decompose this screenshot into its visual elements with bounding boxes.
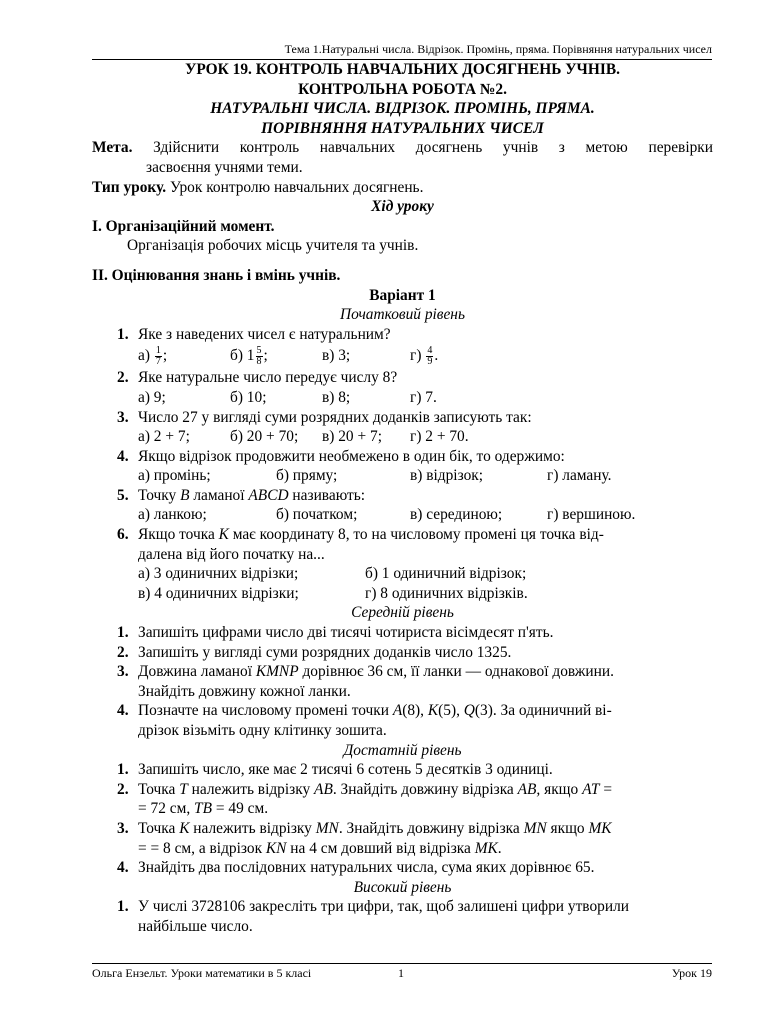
question-text: Яке з наведених чисел є натуральним? xyxy=(138,325,391,343)
option-b-label: б) 1 xyxy=(230,347,255,365)
question-number: 1. xyxy=(117,624,129,642)
question-number: 1. xyxy=(117,761,129,779)
variable: MN xyxy=(523,819,547,837)
running-header: Тема 1.Натуральні числа. Відрізок. Промінь, пряма. Порівняння натуральних чисел xyxy=(284,42,712,56)
question-text: Точка xyxy=(138,819,180,837)
topic-title-1: НАТУРАЛЬНІ ЧИСЛА. ВІДРІЗОК. ПРОМІНЬ, ПРЯМА. xyxy=(210,100,595,118)
footer-rule xyxy=(92,963,712,964)
question-text: = xyxy=(599,780,613,798)
fraction-denominator: 8 xyxy=(256,356,262,368)
variable: Q xyxy=(463,702,475,720)
question-text: Запишіть у вигляді суми розрядних доданків число 1325. xyxy=(138,643,512,661)
question-text: Точка xyxy=(138,780,180,798)
l3-question-2 xyxy=(92,780,713,800)
question-text: ламаної xyxy=(189,486,249,504)
option-a: а) ланкою; xyxy=(138,506,207,524)
option-c: в) серединою; xyxy=(410,506,503,524)
variant-title: Варіант 1 xyxy=(369,286,436,304)
l2-q4-line-2: дрізок візьміть одну клітинку зошита. xyxy=(138,722,387,739)
variable: А xyxy=(392,702,403,720)
l2-question-1 xyxy=(92,623,713,643)
question-number: 1. xyxy=(117,898,129,916)
option-a-punct: ; xyxy=(162,347,168,365)
variable: AT xyxy=(582,780,600,798)
l1-q2-options xyxy=(92,388,713,408)
option-a: а) 9; xyxy=(138,388,166,406)
question-number: 2. xyxy=(117,780,129,798)
lesson-type-line xyxy=(92,178,713,198)
goal-text-1: Здійснити контроль навчальних досягнень учнів з метою перевірки xyxy=(153,139,714,157)
option-b xyxy=(230,344,268,368)
spacer xyxy=(92,256,713,266)
question-text: Запишіть цифрами число дві тисячі чотириста вісімдесят п'ять. xyxy=(138,624,554,642)
question-text: Позначте на числовому промені точки xyxy=(138,702,393,720)
variable: В xyxy=(180,486,190,504)
option-c: в) 20 + 7; xyxy=(322,428,382,446)
l4-question-1 xyxy=(92,897,713,917)
option-b: б) 20 + 70; xyxy=(230,428,299,446)
question-text: Довжина ламаної xyxy=(138,663,256,681)
variable: ТВ xyxy=(194,800,213,818)
l1-q6-line-2: далена від його початку на... xyxy=(138,545,325,563)
variable: К xyxy=(179,819,190,837)
l3-question-1 xyxy=(92,760,713,780)
question-text: якщо xyxy=(540,780,583,798)
question-text: У числі 3728106 закресліть три цифри, так, щоб залишені цифри утворили xyxy=(138,898,630,916)
l1-q6-options-1 xyxy=(92,564,713,584)
l1-question-4 xyxy=(92,447,713,467)
lesson-title: УРОК 19. КОНТРОЛЬ НАВЧАЛЬНИХ ДОСЯГНЕНЬ УЧНІВ. xyxy=(185,61,620,78)
l3-question-4 xyxy=(92,858,713,878)
footer-author: Ольга Ензельт. Уроки математики в 5 класі xyxy=(92,966,312,980)
question-text: якщо xyxy=(546,819,589,837)
question-text: (8), xyxy=(402,702,428,720)
option-c: в) відрізок; xyxy=(410,467,484,485)
variable: МК xyxy=(588,819,612,837)
option-b: б) початком; xyxy=(276,506,358,524)
option-d: г) вершиною. xyxy=(547,506,636,524)
question-text: дорівнює 36 см, її ланки — однакової довжини. xyxy=(298,663,614,681)
variable: AB, xyxy=(517,780,541,798)
fraction-a xyxy=(155,346,162,367)
l1-question-6 xyxy=(92,525,713,545)
section-1-text: Організація робочих місць учителя та учнів. xyxy=(127,237,419,255)
question-text: = 72 см, xyxy=(138,800,195,818)
question-text: має координату 8, то на числовому промені ця точка від- xyxy=(228,526,604,544)
variable: ABCD xyxy=(248,486,289,504)
question-text: належить відрізку xyxy=(189,819,316,837)
level-1-title: Початковий рівень xyxy=(340,306,465,324)
question-text: = = 8 см, а відрізок xyxy=(138,839,266,857)
option-b: б) пряму; xyxy=(276,467,338,485)
question-text: = 49 см. xyxy=(212,800,269,818)
variable: К xyxy=(218,526,229,544)
option-d: г) ламану. xyxy=(547,467,612,485)
question-text: Якщо точка xyxy=(138,526,219,544)
question-number: 4. xyxy=(117,859,129,877)
variable: Т xyxy=(179,780,188,798)
option-d: г) 2 + 70. xyxy=(410,428,469,446)
l1-q4-options xyxy=(92,466,713,486)
option-d xyxy=(410,344,438,368)
question-number: 4. xyxy=(117,702,129,720)
l2-question-4 xyxy=(92,701,713,721)
option-b: б) 1 одиничний відрізок; xyxy=(365,565,527,583)
l4-q1-line-2: найбільше число. xyxy=(138,917,253,935)
option-a xyxy=(138,344,167,368)
question-number: 3. xyxy=(117,408,129,426)
fraction-denominator: 9 xyxy=(427,356,433,368)
option-d: г) 8 одиничних відрізків. xyxy=(365,584,528,602)
l1-q5-options xyxy=(92,505,713,525)
question-text: Число 27 у вигляді суми розрядних доданків записують так: xyxy=(138,408,532,426)
l1-question-1 xyxy=(92,325,713,345)
option-d-punct: . xyxy=(434,347,439,365)
fraction-d xyxy=(426,346,433,367)
question-number: 3. xyxy=(117,819,129,837)
l2-q3-line-2: Знайдіть довжину кожної ланки. xyxy=(138,682,351,700)
goal-label: Мета. xyxy=(92,139,133,157)
l3-q3-line-2 xyxy=(92,839,713,859)
question-number: 1. xyxy=(117,325,129,343)
l1-question-3 xyxy=(92,408,713,428)
question-text: . Знайдіть довжину відрізка xyxy=(332,780,518,798)
l1-q1-options xyxy=(92,344,713,368)
level-3-title: Достатній рівень xyxy=(343,741,462,759)
question-number: 5. xyxy=(117,486,129,504)
l3-question-3 xyxy=(92,819,713,839)
option-c: в) 3; xyxy=(322,347,351,365)
level-2-title: Середній рівень xyxy=(351,604,454,622)
question-number: 3. xyxy=(117,663,129,681)
variable: AB xyxy=(314,780,333,798)
option-c: в) 4 одиничних відрізки; xyxy=(138,584,299,602)
l1-question-2 xyxy=(92,368,713,388)
variable: МК xyxy=(474,839,498,857)
question-text: належить відрізку xyxy=(187,780,315,798)
question-text: Якщо відрізок продовжити необмежено в один бік, то одержимо: xyxy=(138,447,565,465)
l2-question-3 xyxy=(92,662,713,682)
section-1-title: I. Організаційний момент. xyxy=(92,217,275,235)
question-text: Яке натуральне число передує числу 8? xyxy=(138,369,398,387)
question-number: 2. xyxy=(117,643,129,661)
option-a: а) 2 + 7; xyxy=(138,428,190,446)
fraction-numerator: 1 xyxy=(155,345,161,357)
question-text: на 4 см довший від відрізка xyxy=(286,839,475,857)
option-a: а) 3 одиничних відрізки; xyxy=(138,565,299,583)
question-text: називають: xyxy=(288,486,366,504)
option-a-label: а) xyxy=(138,347,150,365)
question-text: Знайдіть два послідовних натуральних числа, сума яких дорівнює 65. xyxy=(138,859,595,877)
option-a: а) промінь; xyxy=(138,467,211,485)
option-d-label: г) xyxy=(410,347,422,365)
course-heading: Хід уроку xyxy=(371,198,434,216)
question-number: 4. xyxy=(117,447,129,465)
footer-lesson: Урок 19 xyxy=(671,966,712,980)
question-text: (3). За одиничний ві- xyxy=(474,702,612,720)
l1-q6-options-2 xyxy=(92,584,713,604)
variable: KMNP xyxy=(255,663,299,681)
page-number: 1 xyxy=(398,966,404,980)
lesson-type-text: Урок контролю навчальних досягнень. xyxy=(169,178,424,196)
question-text: . xyxy=(497,839,502,857)
l3-q2-line-2 xyxy=(92,799,713,819)
fraction-b xyxy=(256,346,263,367)
l1-question-5 xyxy=(92,486,713,506)
variable: MN xyxy=(315,819,339,837)
topic-title-2: ПОРІВНЯННЯ НАТУРАЛЬНИХ ЧИСЕЛ xyxy=(261,119,544,137)
fraction-numerator: 5 xyxy=(256,345,262,357)
section-2-title: II. Оцінювання знань і вмінь учнів. xyxy=(92,266,341,284)
level-4-title: Високий рівень xyxy=(353,878,452,896)
question-text: Запишіть число, яке має 2 тисячі 6 сотень 5 десятків 3 одиниці. xyxy=(138,761,553,779)
question-text: Точку xyxy=(138,486,181,504)
option-c: в) 8; xyxy=(322,388,351,406)
goal-line-1 xyxy=(92,138,713,158)
option-d: г) 7. xyxy=(410,388,437,406)
question-number: 6. xyxy=(117,526,129,544)
variable: К xyxy=(427,702,439,720)
question-text: (5), xyxy=(438,702,464,720)
fraction-numerator: 4 xyxy=(427,345,433,357)
l2-question-2 xyxy=(92,643,713,663)
document-body xyxy=(92,60,713,937)
variable: KN xyxy=(265,839,287,857)
test-title: КОНТРОЛЬНА РОБОТА №2. xyxy=(298,80,507,98)
option-b-punct: ; xyxy=(263,347,268,365)
question-number: 2. xyxy=(117,369,129,387)
lesson-type-label: Тип уроку. xyxy=(92,178,167,196)
question-text: . Знайдіть довжину відрізка xyxy=(338,819,524,837)
option-b: б) 10; xyxy=(230,388,267,406)
fraction-denominator: 7 xyxy=(155,356,161,368)
l1-q3-options xyxy=(92,427,713,447)
goal-text-2: засвоєння учнями теми. xyxy=(146,158,303,176)
